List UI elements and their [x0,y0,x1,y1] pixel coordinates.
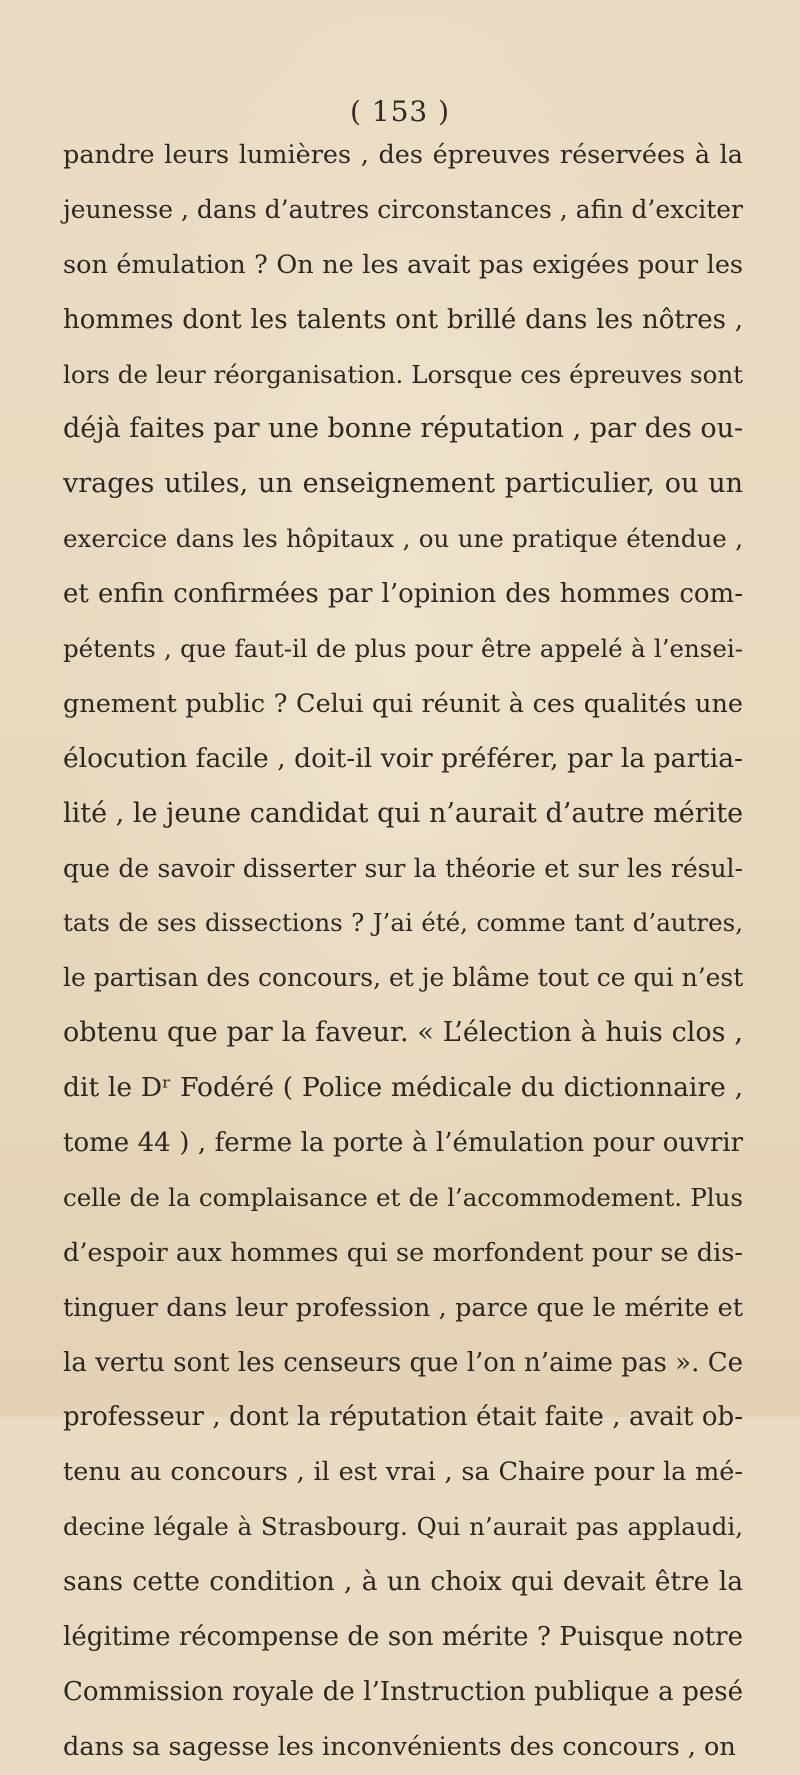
text-line: lors de leur réorganisation. Lorsque ces épreuves sont [63,359,743,389]
text-line: pétents , que faut-il de plus pour être appelé à l’ensei- [63,634,743,664]
text-line: obtenu que par la faveur. « L’élection à huis clos , [63,1017,743,1049]
text-line: tenu au concours , il est vrai , sa Chaire pour la mé- [63,1457,743,1488]
text-line: dans sa sagesse les inconvénients des concours , on [63,1731,736,1762]
text-line: Commission royale de l’Instruction publique a pesé [63,1676,743,1707]
text-line: vrages utiles, un enseignement particulier, ou un [63,468,743,500]
text-line: tome 44 ) , ferme la porte à l’émulation pour ouvrir [63,1128,743,1159]
text-line: jeunesse , dans d’autres circonstances , afin d’exciter [63,194,743,224]
text-line: professeur , dont la réputation était faite , avait ob- [63,1402,743,1433]
text-line: tats de ses dissections ? J’ai été, comme tant d’autres, [63,908,743,938]
text-line: que de savoir disserter sur la théorie et sur les résul- [63,853,743,883]
text-line: pandre leurs lumières , des épreuves réservées à la [63,140,743,170]
text-line: le partisan des concours, et je blâme tout ce qui n’est [63,963,744,993]
text-line: et enfin confirmées par l’opinion des hommes com- [63,579,743,610]
text-line: exercice dans les hôpitaux , ou une pratique étendue , [63,524,743,554]
text-line: tinguer dans leur profession , parce que le mérite et [63,1292,743,1323]
text-line: celle de la complaisance et de l’accommodement. Plus [63,1182,743,1212]
text-line: d’espoir aux hommes qui se morfondent pour se dis- [63,1237,743,1268]
text-line: son émulation ? On ne les avait pas exigées pour les [63,249,743,280]
text-line: decine légale à Strasbourg. Qui n’aurait pas applaudi, [63,1512,743,1542]
text-line: dit le Dʳ Fodéré ( Police médicale du dictionnaire , [63,1072,743,1104]
body-text [63,128,743,1775]
text-line: élocution facile , doit-il voir préférer, par la partia- [63,742,743,774]
text-line: légitime récompense de son mérite ? Puisque notre [63,1622,743,1653]
text-line: gnement public ? Celui qui réunit à ces qualités une [63,688,743,719]
text-line: sans cette condition , à un choix qui devait être la [63,1566,743,1598]
page-number: ( 153 ) [349,95,451,128]
text-line: déjà faites par une bonne réputation , par des ou- [63,413,744,445]
text-line: la vertu sont les censeurs que l’on n’aime pas ». Ce [63,1347,743,1378]
text-line: lité , le jeune candidat qui n’aurait d’autre mérite [63,797,744,829]
text-line: hommes dont les talents ont brillé dans les nôtres , [63,304,743,335]
